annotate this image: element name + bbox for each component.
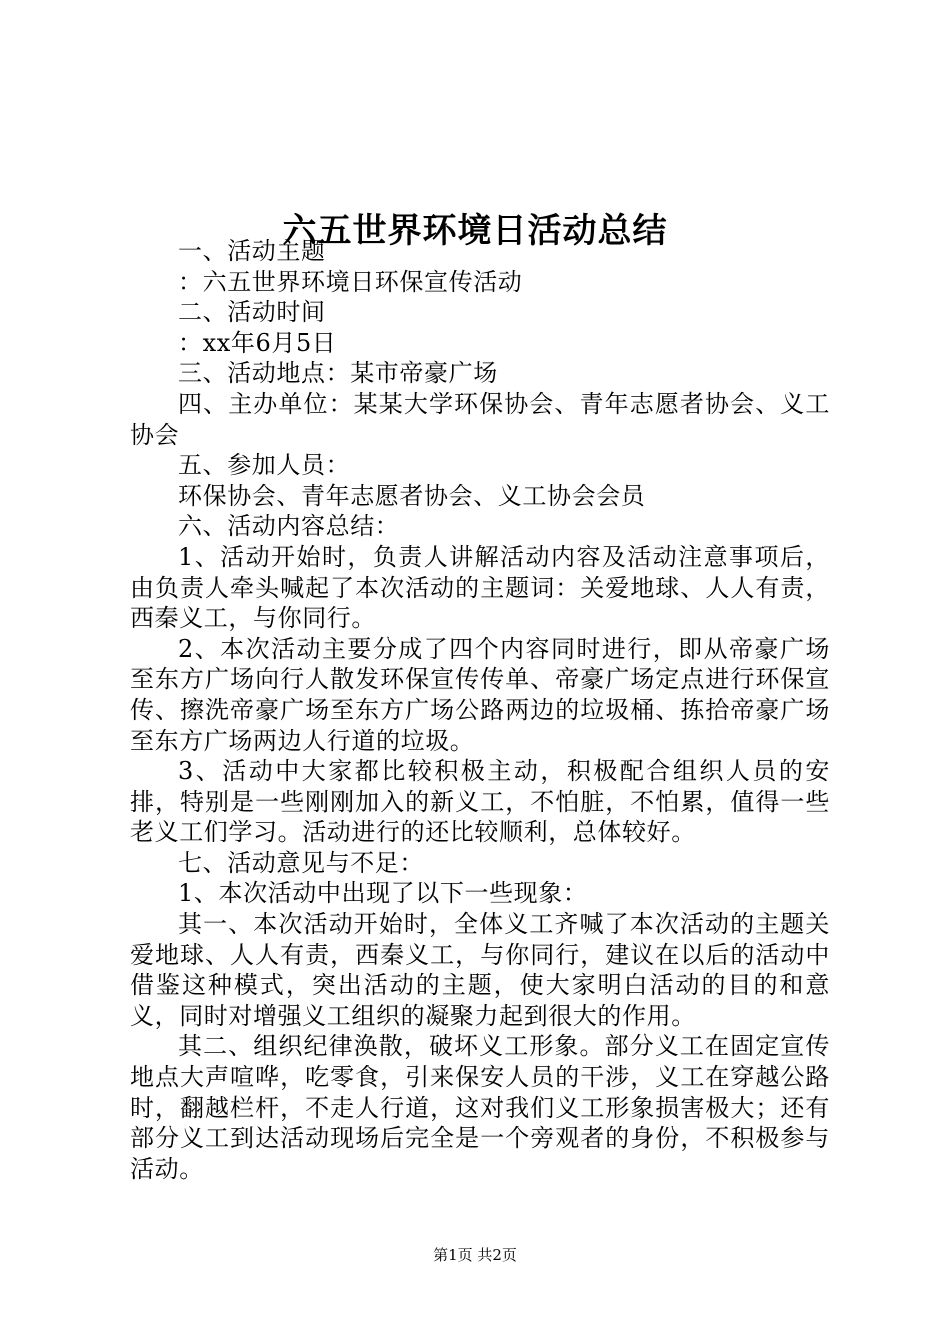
page-footer: 第1页 共2页 [433,1246,517,1264]
paragraph: ：六五世界环境日环保宣传活动 [178,267,523,296]
section-heading: 一、活动主题 [178,237,326,265]
paragraph: 1、本次活动中出现了以下一些现象： [178,879,588,908]
section-heading: 七、活动意见与不足： [178,848,424,877]
section-heading: 二、活动时间 [178,298,326,327]
paragraph: 3、活动中大家都比较积极主动，积极配合组织人员的安排，特别是一些刚刚加入的新义工，不怕脏，不怕累，值得一些老义工们学习。活动进行的还比较顺利，总体较好。 [130,757,830,847]
paragraph: 2、本次活动主要分成了四个内容同时进行，即从帝豪广场至东方广场向行人散发环保宣传传单、帝豪广场定点进行环保宣传、擦洗帝豪广场至东方广场公路两边的垃圾桶、拣拾帝豪广场至东方广场两边人行道的垃圾。 [130,634,830,755]
paragraph: 环保协会、青年志愿者协会、义工协会会员 [178,481,646,510]
paragraph: 其一、本次活动开始时，全体义工齐喊了本次活动的主题关爱地球、人人有责，西秦义工，与你同行，建议在以后的活动中借鉴这种模式，突出活动的主题，使大家明白活动的目的和意义，同时对增强义工组织的凝聚力起到很大的作用。 [130,910,830,1030]
paragraph: ：xx年6月5日 [178,328,337,357]
section-heading: 六、活动内容总结： [178,512,400,541]
paragraph: 1、活动开始时，负责人讲解活动内容及活动注意事项后，由负责人牵头喊起了本次活动的主题词：关爱地球、人人有责，西秦义工，与你同行。 [130,542,830,633]
paragraph: 五、参加人员： [178,451,351,480]
document-title: 六五世界环境日活动总结 [282,210,668,251]
paragraph: 四、主办单位：某某大学环保协会、青年志愿者协会、义工协会 [130,389,830,449]
document-body [130,236,830,1184]
paragraph: 三、活动地点：某市帝豪广场 [178,359,498,388]
paragraph: 其二、组织纪律涣散，破坏义工形象。部分义工在固定宣传地点大声喧哗，吃零食，引来保安人员的干涉，义工在穿越公路时，翻越栏杆，不走人行道，这对我们义工形象损害极大；还有部分义工到达活动现场后完全是一个旁观者的身份，不积极参与活动。 [130,1032,830,1183]
